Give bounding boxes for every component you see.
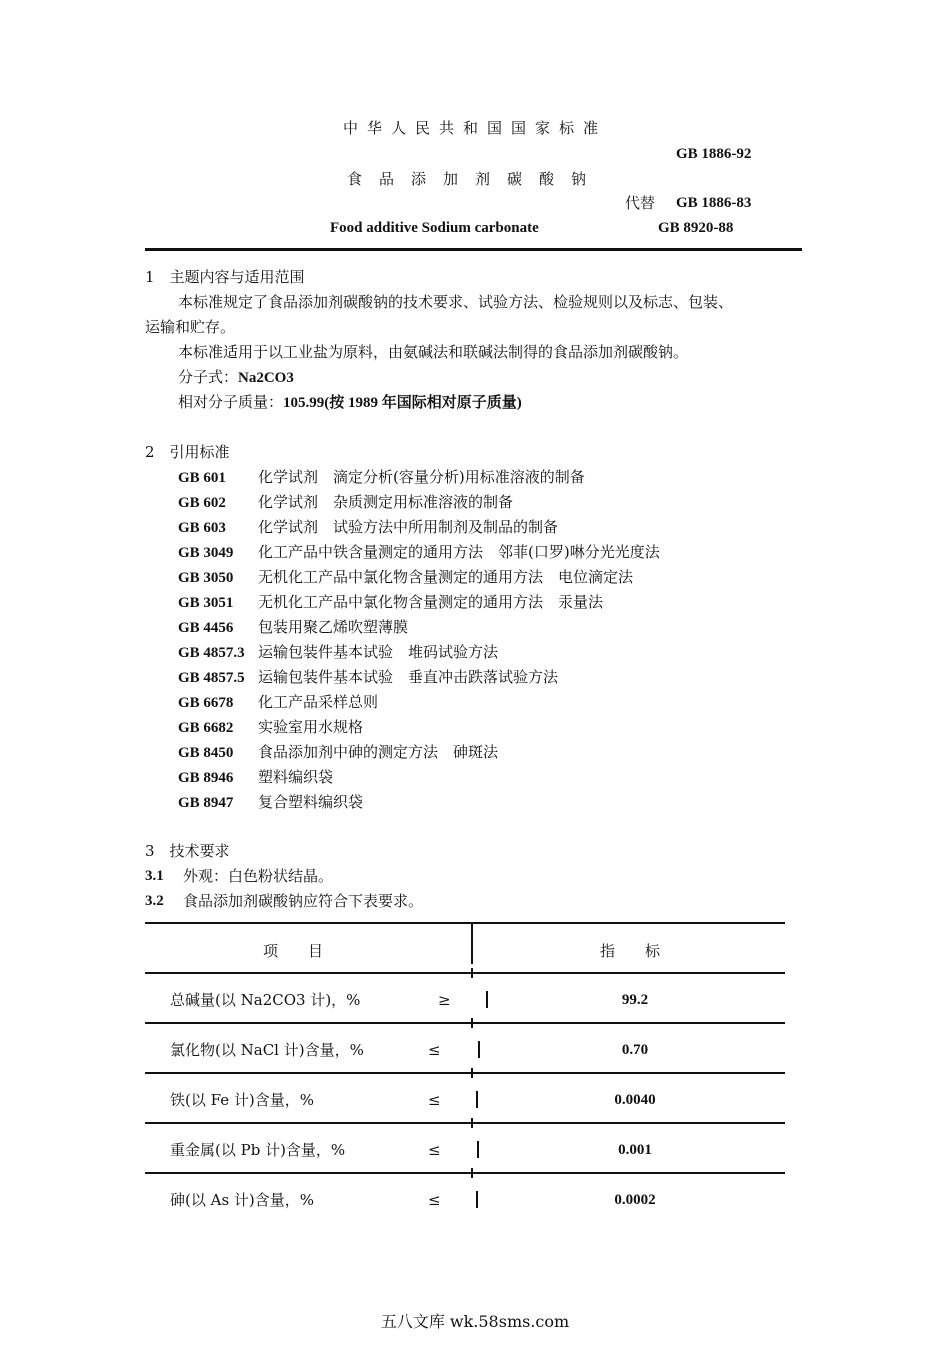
column-divider: [471, 922, 473, 964]
standard-code: GB 601: [178, 470, 226, 486]
column-divider: [471, 968, 473, 978]
requirement-value: 99.2: [621, 992, 649, 1008]
table-rule: [145, 1122, 785, 1124]
table-rule: [145, 972, 785, 974]
table-rule: [145, 1022, 785, 1024]
referenced-standard: [178, 692, 378, 713]
referenced-standard: [178, 467, 585, 488]
column-divider: [471, 1068, 473, 1078]
standard-title: 化学试剂 试验方法中所用制剂及制品的制备: [258, 518, 559, 536]
standard-code: GB 4857.5: [178, 670, 245, 686]
standard-title: 化学试剂 杂质测定用标准溶液的制备: [258, 493, 514, 511]
cell-separator: [478, 1041, 480, 1058]
standard-code: GB 3051: [178, 595, 234, 611]
standard-title: 无机化工产品中氯化物含量测定的通用方法 汞量法: [258, 593, 604, 611]
comparison-operator: ≥: [438, 991, 451, 1009]
section1-para1-line2: 运输和贮存。: [145, 318, 236, 336]
national-standard-heading: 中华人民共和国国家标准: [342, 119, 607, 137]
replaces-standard-1: GB 1886-83: [676, 195, 752, 211]
requirement-item: 氯化物(以 NaCl 计)含量，%: [170, 1041, 364, 1059]
replaces-standard-2: GB 8920-88: [658, 220, 734, 236]
section1-heading: 1 主题内容与适用范围: [145, 268, 305, 286]
comparison-operator: ≤: [428, 1141, 441, 1159]
comparison-operator: ≤: [428, 1191, 441, 1209]
requirement-item: 铁(以 Fe 计)含量，%: [170, 1091, 314, 1109]
referenced-standard: [178, 592, 603, 613]
cell-separator: [476, 1191, 478, 1208]
standard-title: 塑料编织袋: [258, 768, 334, 786]
referenced-standard: [178, 717, 363, 738]
standard-title: 运输包装件基本试验 垂直冲击跌落试验方法: [258, 668, 559, 686]
standard-title: 复合塑料编织袋: [258, 793, 364, 811]
standard-code: GB 3049: [178, 545, 234, 561]
clause-3-1-number: 3.1: [145, 868, 164, 884]
table-rule: [145, 922, 785, 924]
section3-heading: 3 技术要求: [145, 842, 230, 860]
header-rule: [145, 248, 802, 251]
comparison-operator: ≤: [428, 1091, 441, 1109]
molecular-mass-value: 105.99(按 1989 年国际相对原子质量): [283, 395, 522, 411]
formula-line: [178, 367, 294, 388]
standard-code: GB 602: [178, 495, 226, 511]
cell-separator: [486, 991, 488, 1008]
requirement-item: 总碱量(以 Na2CO3 计)，%: [170, 991, 361, 1009]
referenced-standard: [178, 617, 408, 638]
referenced-standard: [178, 792, 363, 813]
clause-3-2-text: 食品添加剂碳酸钠应符合下表要求。: [183, 892, 424, 910]
standard-code: GB 8946: [178, 770, 234, 786]
comparison-operator: ≤: [428, 1041, 441, 1059]
title-english: Food additive Sodium carbonate: [330, 220, 539, 236]
formula-value: Na2CO3: [238, 370, 294, 386]
standard-code: GB 4456: [178, 620, 234, 636]
referenced-standard: [178, 542, 660, 563]
footer-watermark: 五八文库 wk.58sms.com: [380, 1312, 570, 1331]
standard-code: GB 6682: [178, 720, 234, 736]
referenced-standard: [178, 567, 633, 588]
standard-title: 食品添加剂中砷的测定方法 砷斑法: [258, 743, 499, 761]
referenced-standard: [178, 742, 498, 763]
section1-para2: 本标准适用于以工业盐为原料，由氨碱法和联碱法制得的食品添加剂碳酸钠。: [178, 343, 689, 361]
title-chinese: 食品添加剂碳酸钠: [346, 170, 603, 188]
table-rule: [145, 1172, 785, 1174]
clause-3-2-number: 3.2: [145, 893, 164, 909]
referenced-standard: [178, 517, 558, 538]
column-divider: [471, 1168, 473, 1178]
standard-code: GB 4857.3: [178, 645, 245, 661]
standard-title: 无机化工产品中氯化物含量测定的通用方法 电位滴定法: [258, 568, 634, 586]
molecular-mass-line: [178, 392, 522, 413]
standard-title: 运输包装件基本试验 堆码试验方法: [258, 643, 499, 661]
standard-title: 化工产品中铁含量测定的通用方法 邻菲(口罗)啉分光光度法: [258, 543, 660, 561]
referenced-standard: [178, 492, 513, 513]
requirement-item: 重金属(以 Pb 计)含量，%: [170, 1141, 346, 1159]
referenced-standard: [178, 642, 498, 663]
cell-separator: [476, 1091, 478, 1108]
column-header-index: 指 标: [600, 942, 661, 960]
standard-code: GB 6678: [178, 695, 234, 711]
standard-code: GB 8947: [178, 795, 234, 811]
requirement-item: 砷(以 As 计)含量，%: [170, 1191, 315, 1209]
standard-title: 包装用聚乙烯吹塑薄膜: [258, 618, 409, 636]
replaces-label: 代替: [625, 194, 656, 212]
section1-para1-line1: 本标准规定了食品添加剂碳酸钠的技术要求、试验方法、检验规则以及标志、包装、: [178, 293, 734, 311]
formula-label: 分子式：: [178, 368, 239, 386]
standard-title: 化学试剂 滴定分析(容量分析)用标准溶液的制备: [258, 468, 585, 486]
standard-title: 化工产品采样总则: [258, 693, 379, 711]
standard-code: GB 603: [178, 520, 226, 536]
standard-code: GB 3050: [178, 570, 234, 586]
table-rule: [145, 1072, 785, 1074]
section2-heading: 2 引用标准: [145, 443, 230, 461]
column-divider: [471, 1018, 473, 1028]
requirement-value: 0.001: [618, 1142, 652, 1158]
referenced-standard: [178, 767, 333, 788]
referenced-standard: [178, 667, 558, 688]
column-divider: [471, 1118, 473, 1128]
molecular-mass-label: 相对分子质量：: [178, 393, 284, 411]
standard-number: GB 1886-92: [676, 146, 752, 162]
requirement-value: 0.0002: [614, 1192, 656, 1208]
clause-3-1-text: 外观：白色粉状结晶。: [183, 867, 334, 885]
standard-code: GB 8450: [178, 745, 234, 761]
cell-separator: [477, 1141, 479, 1158]
column-header-item: 项 目: [263, 942, 324, 960]
requirement-value: 0.70: [621, 1042, 649, 1058]
requirement-value: 0.0040: [614, 1092, 656, 1108]
standard-title: 实验室用水规格: [258, 718, 364, 736]
